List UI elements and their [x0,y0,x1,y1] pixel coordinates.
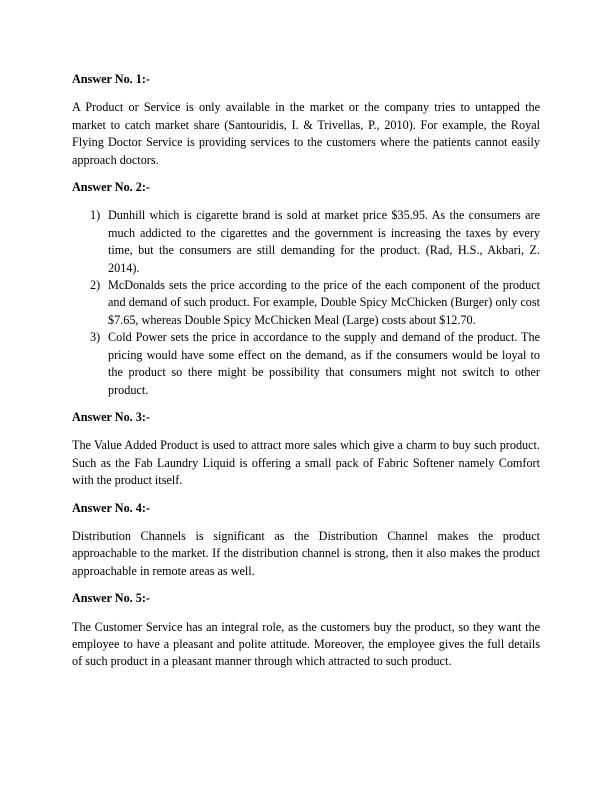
answer-5 [72,590,540,671]
answer-3-heading: Answer No. 3:- [72,409,150,424]
answer-5-text: The Customer Service has an integral role, as the customers buy the product, so they want the employee to have a pleasant and polite attitude. Moreover, the employee gives the full details of such product in a pleasant manner through which attracted to such product. [72,619,540,669]
list-item-number: 2) [90,278,101,293]
list-item [72,329,540,399]
list-item [72,277,540,329]
answer-3-text: The Value Added Product is used to attract more sales which give a charm to buy such product. Such as the Fab Laundry Liquid is offering a small pack of Fabric Softener namely Comfort with the product itself. [72,438,540,488]
list-item [72,207,540,277]
answer-2 [72,179,540,399]
list-item-text: Dunhill which is cigarette brand is sold at market price $35.95. As the consumers are much addicted to the cigarettes and the government is increasing the taxes by every time, but the consumers are still demanding for the product. (Rad, H.S., Akbari, Z. 2014). [108,208,540,275]
answer-5-heading: Answer No. 5:- [72,591,150,606]
list-item-text: McDonalds sets the price according to the price of the each component of the product and demand of such product. For example, Double Spicy McChicken (Burger) only cost $7.65, whereas Double Spicy McChicken Meal (Large) costs about $12.70. [108,278,540,327]
answer-4 [72,500,540,581]
answer-4-text: Distribution Channels is significant as the Distribution Channel makes the product approachable to the market. If the distribution channel is strong, then it also makes the product approachable in remote areas as well. [72,528,540,578]
list-item-number: 1) [90,208,101,223]
list-item-text: Cold Power sets the price in accordance to the supply and demand of the product. The pricing would have some effect on the demand, as if the consumers would be loyal to the product so there might be possibility that consumers might not switch to other product. [108,330,540,397]
answer-2-heading: Answer No. 2:- [72,180,150,195]
answer-4-heading: Answer No. 4:- [72,500,150,515]
answer-2-list [72,207,540,398]
answer-3 [72,409,540,490]
answer-1 [72,71,540,169]
answer-1-heading: Answer No. 1:- [72,72,150,86]
answer-1-text: A Product or Service is only available in the market or the company tries to untapped the market to catch market share (Santouridis, I. & Trivellas, P., 2010). For example, the Royal Flying Doctor Service is providing services to the customers where the patients cannot easily approach doctors. [72,100,540,167]
list-item-number: 3) [90,330,101,345]
